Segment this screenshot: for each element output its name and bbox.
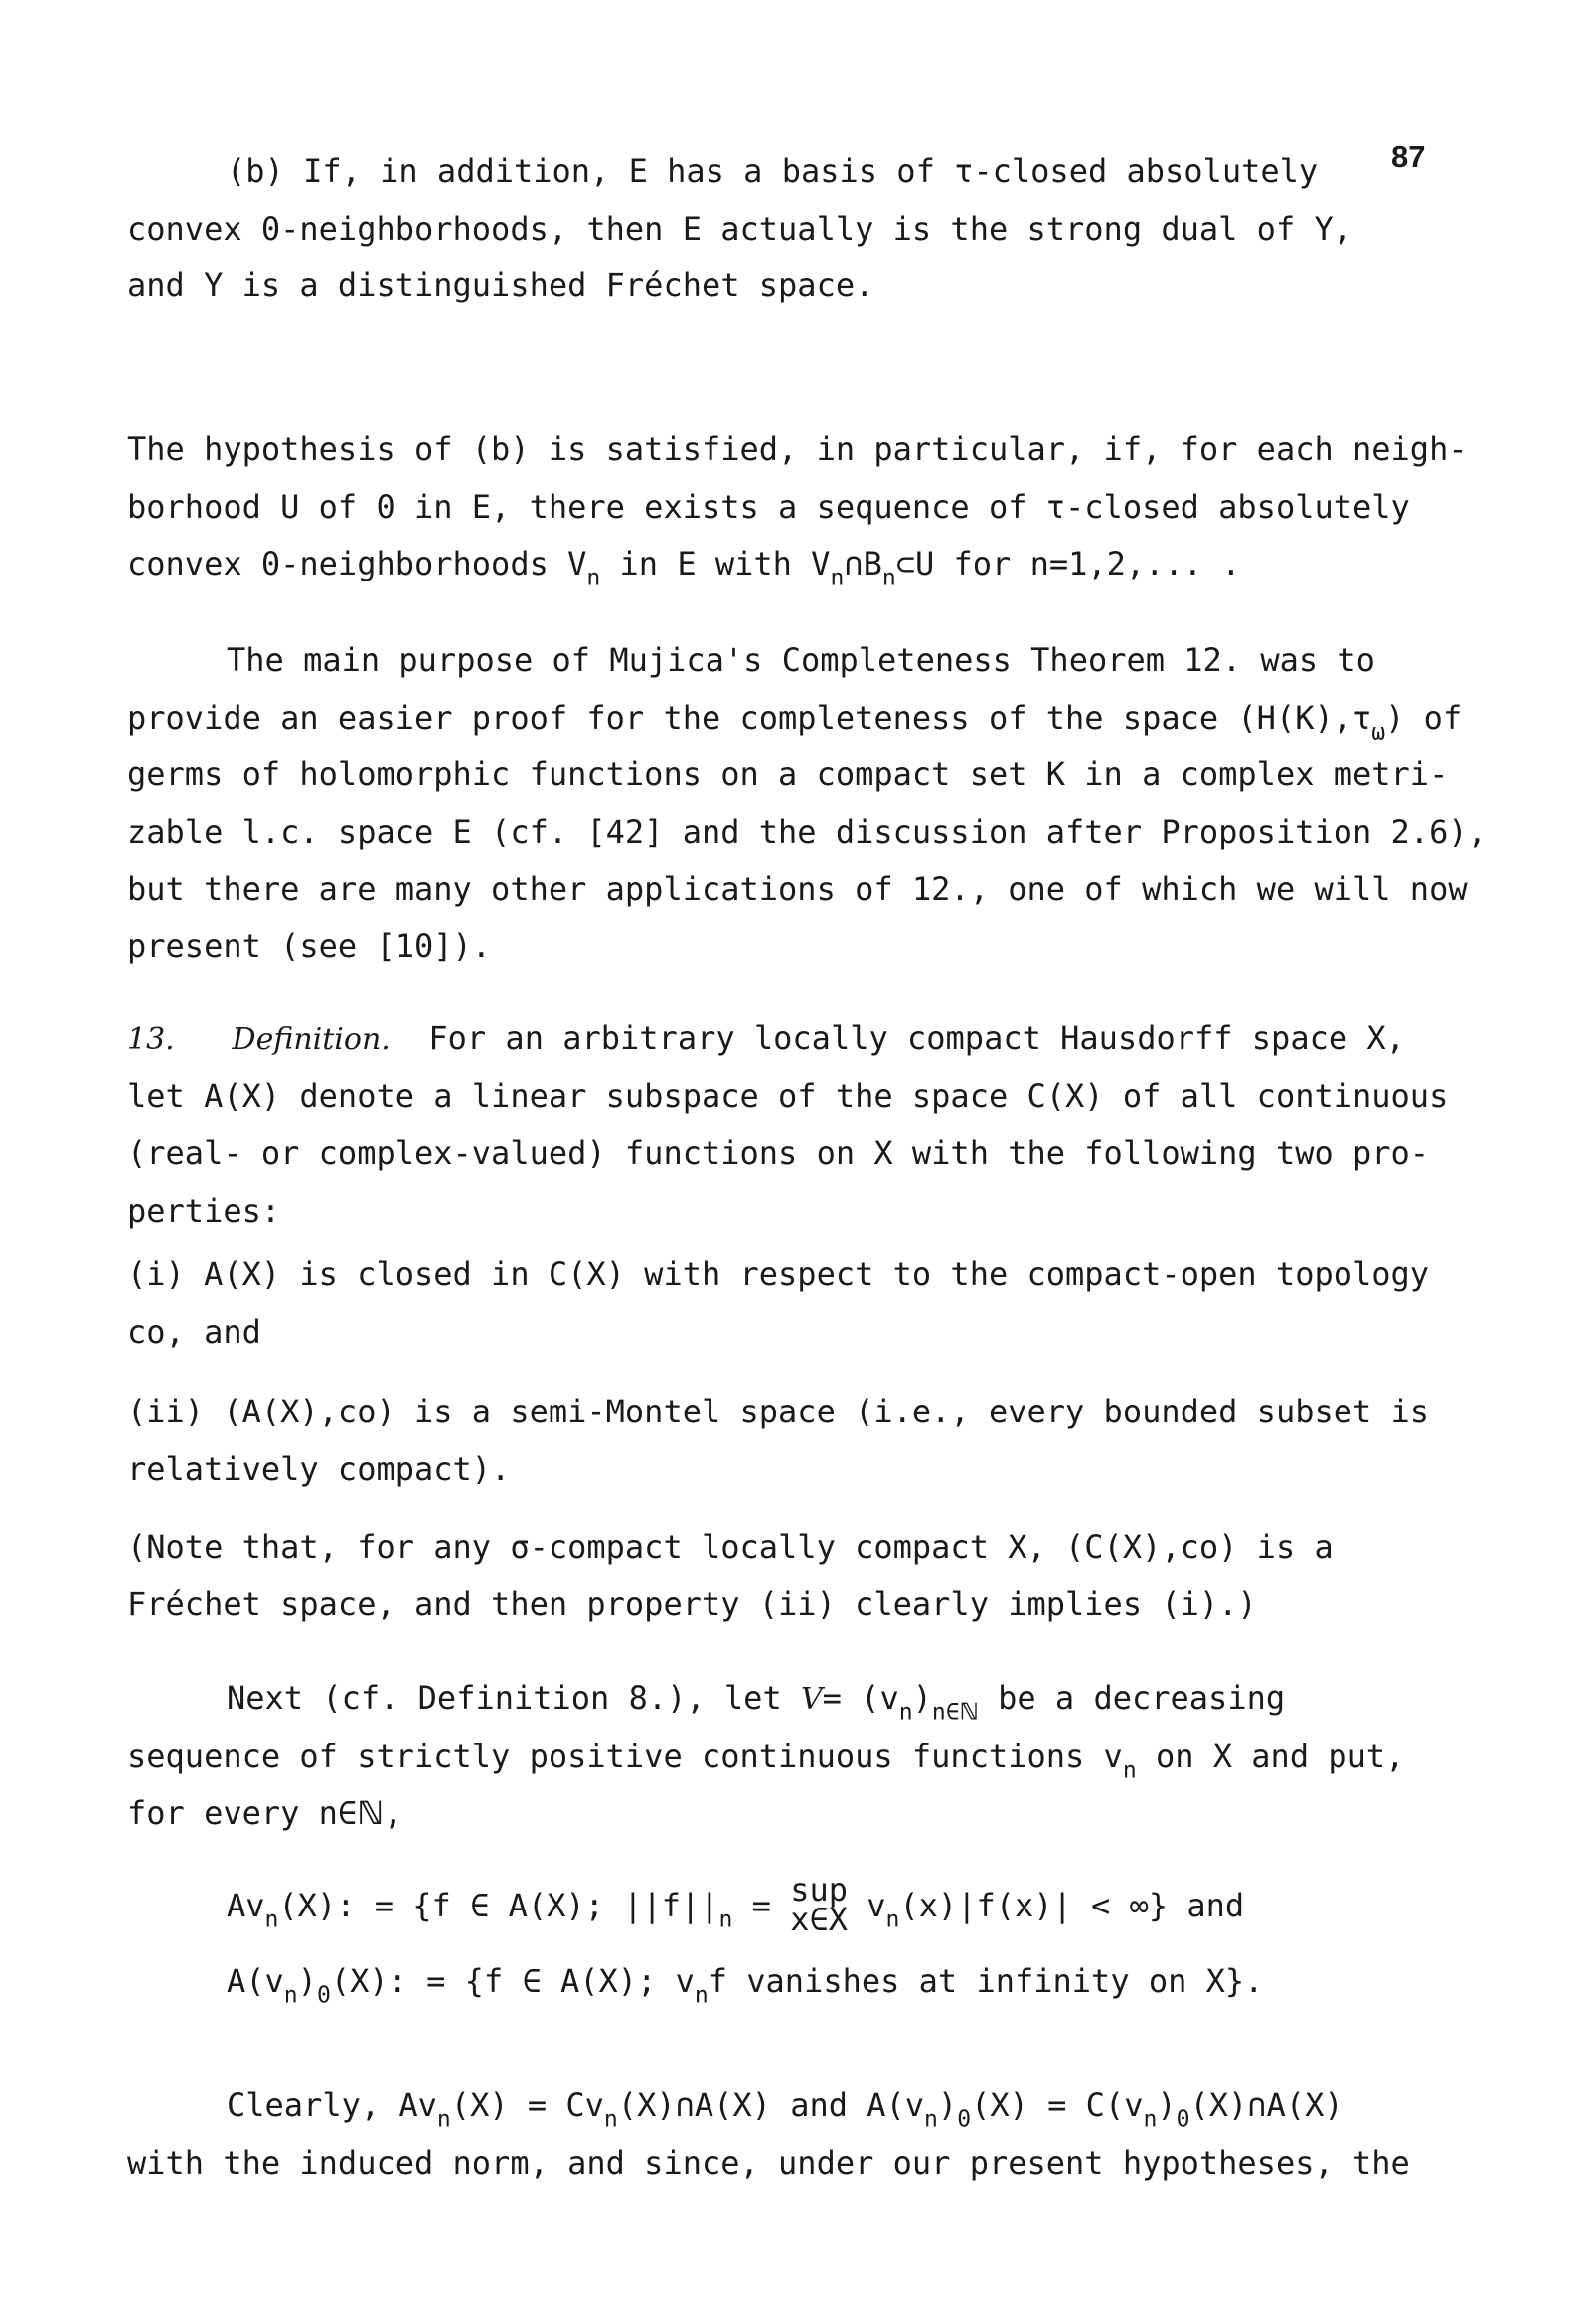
- equation-avn0: $A(v_n)_0(X)$: = {f ∈ A(X); $v_nf$ vanishes at infinity on X}.: [227, 1962, 1264, 2009]
- definition-line: perties:: [127, 1191, 281, 1230]
- property-i-line: (i) A(X) is closed in C(X) with respect to the compact-open topology: [127, 1255, 1430, 1293]
- paragraph-b: [127, 143, 1439, 315]
- clearly-line: Clearly, $Av_n(X)$ = $Cv_n(X)\cap A(X)$ and $A(v_n)_0(X)$ = $C(v_n)_0(X)\cap A(X)$: [227, 2086, 1343, 2133]
- paragraph-hypothesis: [127, 421, 1468, 593]
- paragraph-main-purpose: [127, 632, 1487, 976]
- next-line: for every n∈ℕ,: [127, 1794, 403, 1833]
- main-purpose-line: but there are many other applications of 12., one of which we will now: [127, 870, 1468, 909]
- paragraph-b-line: (b) If, in addition, E has a basis of τ-closed absolutely: [227, 152, 1319, 190]
- equation-block: [127, 1871, 1439, 2012]
- hypothesis-line: convex 0-neighborhoods $V_n$ in E with $V_n\cap B_n\subset U$ for n=1,2,... .: [127, 545, 1241, 591]
- property-i-line: co, and: [127, 1312, 261, 1351]
- paragraph-b-line: and Y is a distinguished Fréchet space.: [127, 266, 874, 305]
- property-ii-line: relatively compact).: [127, 1449, 511, 1488]
- paragraph-next: [127, 1670, 1439, 1843]
- paragraph-b-line: convex 0-neighborhoods, then E actually is the strong dual of Y,: [127, 209, 1352, 248]
- definition-title: Definition.: [232, 1022, 391, 1057]
- main-purpose-line: The main purpose of Mujica's Completeness Theorem 12. was to: [227, 641, 1375, 679]
- definition-line: (real- or complex-valued) functions on X with the following two pro-: [127, 1134, 1430, 1173]
- main-purpose-line: provide an easier proof for the completeness of the space $(H(K),\tau_\omega)$ of: [127, 698, 1463, 745]
- hypothesis-line: The hypothesis of (b) is satisfied, in particular, if, for each neigh-: [127, 430, 1468, 468]
- property-i: [127, 1246, 1439, 1361]
- page-number: 87: [1391, 139, 1426, 174]
- main-purpose-line: present (see [10]).: [127, 926, 492, 965]
- main-purpose-line: germs of holomorphic functions on a compact set K in a complex metri-: [127, 755, 1449, 794]
- paragraph-clearly: [127, 2077, 1518, 2192]
- definition-number: 13.: [127, 1022, 175, 1057]
- next-line: Next (cf. Definition 8.), let $V= (v_n)_{n\in ℕ}$ be a decreasing: [227, 1679, 1286, 1726]
- equation-avn: $Av_n(X)$: = {f ∈ A(X); $||f||_n$ = sup x∈X $v_n(x)|f(x)|$ < ∞} and: [227, 1871, 1245, 1938]
- note-line: Fréchet space, and then property (ii) clearly implies (i).): [127, 1584, 1257, 1623]
- definition-first-line: 13. Definition. For an arbitrary locally compact Hausdorff space X,: [127, 1019, 1405, 1057]
- hypothesis-line: borhood U of 0 in E, there exists a sequence of τ-closed absolutely: [127, 487, 1410, 526]
- next-line: sequence of strictly positive continuous functions $v_n$ on X and put,: [127, 1737, 1405, 1783]
- definition-13: [127, 1010, 1449, 1240]
- property-ii: [127, 1384, 1439, 1498]
- property-ii-line: (ii) (A(X),co) is a semi-Montel space (i.e., every bounded subset is: [127, 1393, 1430, 1430]
- definition-line: let A(X) denote a linear subspace of the space C(X) of all continuous: [127, 1077, 1449, 1115]
- note-line: (Note that, for any σ-compact locally compact X, (C(X),co) is a: [127, 1528, 1334, 1566]
- clearly-line: with the induced norm, and since, under our present hypotheses, the: [127, 2143, 1410, 2182]
- main-purpose-line: zable l.c. space E (cf. [42] and the discussion after Proposition 2.6),: [127, 812, 1487, 851]
- note-paragraph: [127, 1519, 1439, 1633]
